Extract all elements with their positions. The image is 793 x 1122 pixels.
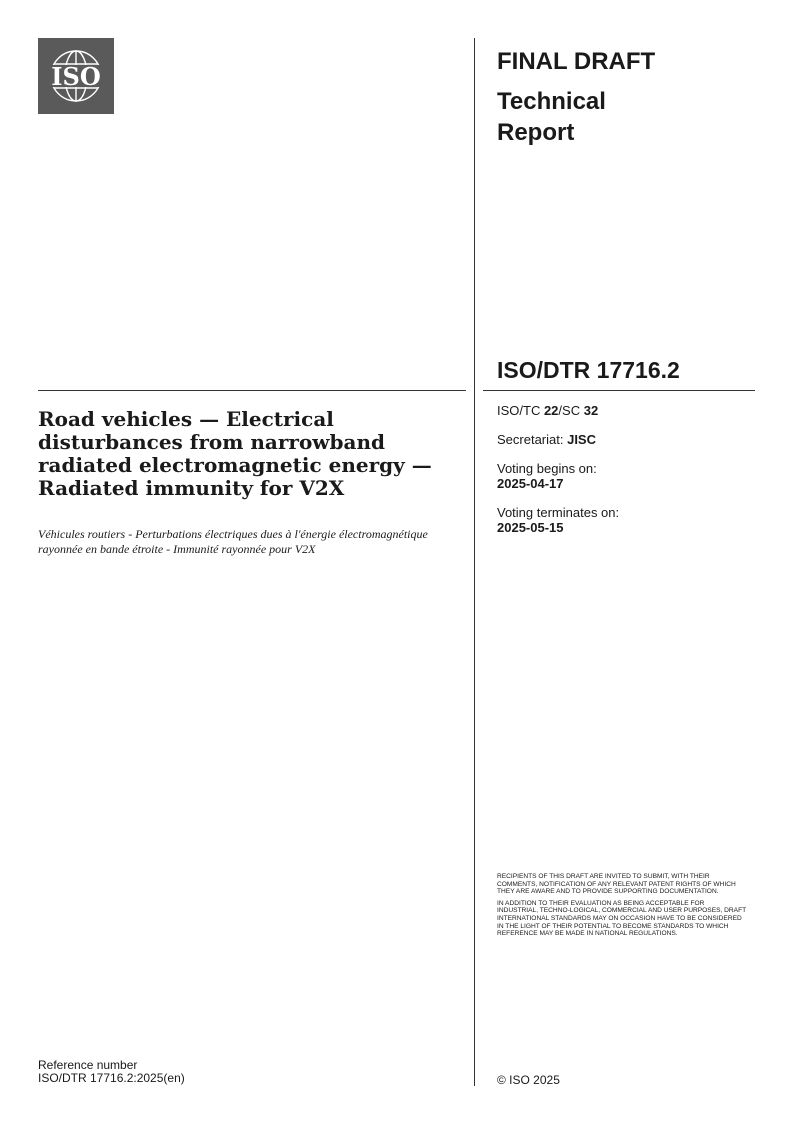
title-english: Road vehicles — Electrical disturbances from narrowband radiated electromagnetic energy — Radiated immunity for V2X: [38, 407, 432, 500]
document-number: ISO/DTR 17716.2: [497, 357, 680, 383]
document-stage: FINAL DRAFT: [497, 48, 656, 75]
voting-begins: [497, 461, 597, 491]
notice-paragraph-1: RECIPIENTS OF THIS DRAFT ARE INVITED TO SUBMIT, WITH THEIR COMMENTS, NOTIFICATION OF ANY RELEVANT PATENT RIGHTS OF WHICH THEY ARE AWARE AND TO PROVIDE SUPPORTING DOCUMENTATION.: [497, 873, 736, 896]
reference-value: ISO/DTR 17716.2:2025(en): [38, 1071, 185, 1085]
voting-terminates-label: Voting terminates on:: [497, 505, 620, 520]
copyright: © ISO 2025: [497, 1073, 560, 1087]
document-type: Technical Report: [497, 88, 606, 146]
globe-icon: [38, 38, 114, 114]
title-french: Véhicules routiers - Perturbations électriques dues à l'énergie électromagnétique rayonnée en bande étroite - Immunité rayonnée pour V2X: [38, 527, 428, 556]
secretariat: [497, 432, 596, 447]
voting-terminates-date: 2025-05-15: [497, 520, 564, 535]
notice-paragraph-2: IN ADDITION TO THEIR EVALUATION AS BEING ACCEPTABLE FOR INDUSTRIAL, TECHNO-LOGICAL, COMMERCIAL AND USER PURPOSES, DRAFT INTERNATIONAL STANDARDS MAY ON OCCASION HAVE TO BE CONSIDERED IN THE LIGHT OF THEIR POTENTIAL TO BECOME STANDARDS TO WHICH REFERENCE MAY BE MADE IN NATIONAL REGULATIONS.: [497, 899, 747, 938]
sc-number: 32: [583, 403, 599, 418]
committee-reference: [497, 403, 598, 418]
reference-label: Reference number: [38, 1058, 138, 1072]
vertical-divider: [474, 38, 475, 1086]
iso-logo: [38, 38, 114, 114]
logo-text: ISO: [51, 62, 101, 91]
voting-begins-label: Voting begins on:: [497, 461, 597, 476]
horizontal-rule-right: [483, 390, 755, 391]
voting-begins-date: 2025-04-17: [497, 476, 564, 491]
tc-number: 22: [543, 403, 559, 418]
voting-terminates: [497, 505, 619, 535]
draft-notice: [497, 873, 747, 942]
sc-prefix: /SC: [558, 403, 584, 418]
horizontal-rule-left: [38, 390, 466, 391]
secretariat-label: Secretariat:: [497, 432, 568, 447]
reference-number: [38, 1059, 185, 1085]
secretariat-value: JISC: [567, 432, 596, 447]
committee-prefix: ISO/TC: [497, 403, 544, 418]
